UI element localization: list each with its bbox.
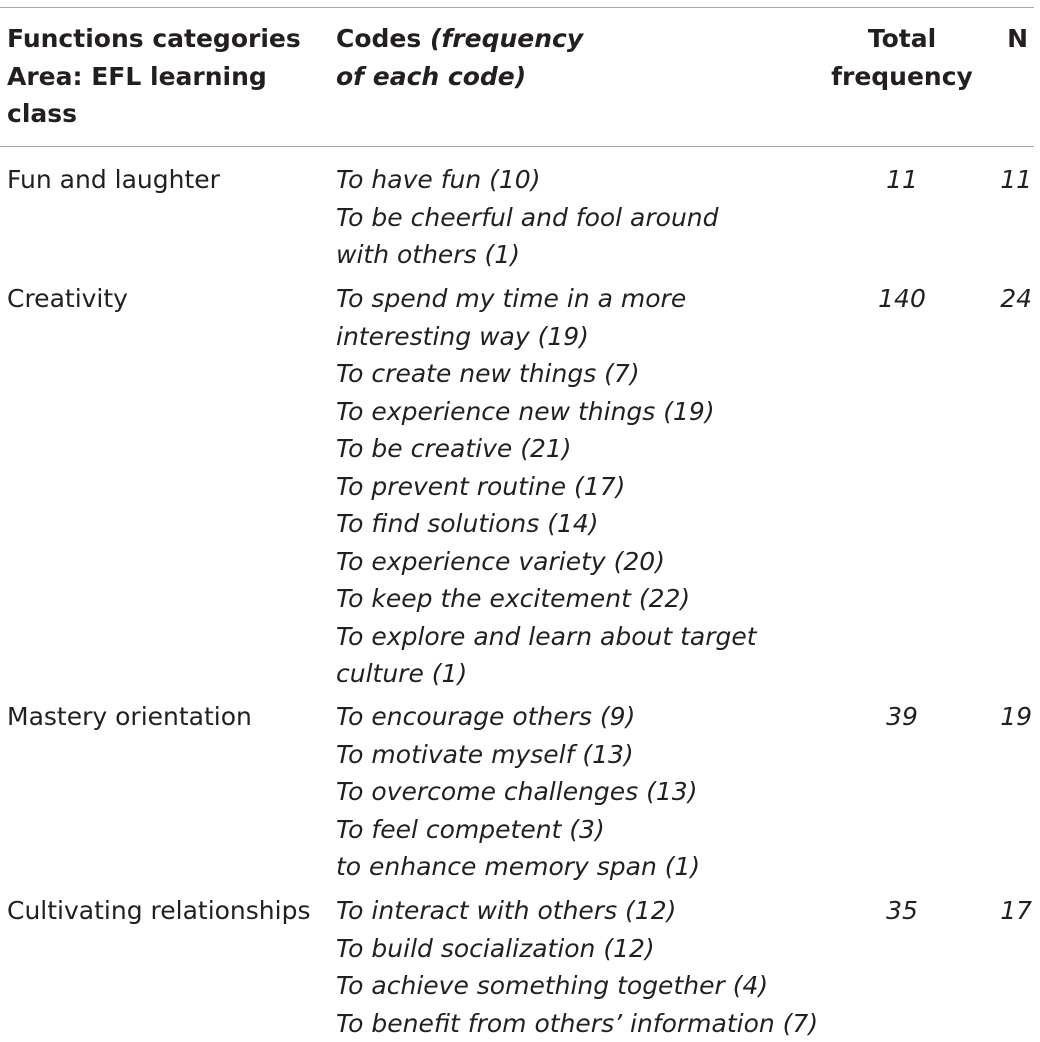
code-item: To benefit from others’ information (7) [336,1005,816,1042]
code-item: To overcome challenges (13) [336,773,816,811]
row-n: 19 [960,698,1032,736]
header-category-line: Functions categories [7,20,327,58]
code-item: To prevent routine (17) [336,468,816,506]
row-n: 17 [960,892,1032,930]
code-item: To be cheerful and fool around [336,199,816,237]
header-codes-line [336,20,656,58]
header-codes-hint: (frequency [430,24,583,53]
header-codes-label: Codes [336,24,421,53]
code-item: to enhance memory span (1) [336,848,816,886]
code-item: To experience new things (19) [336,393,816,431]
code-item: To experience variety (20) [336,543,816,581]
header-total-line: frequency [800,58,1004,96]
code-item: interesting way (19) [336,318,816,356]
header-total-line: Total [800,20,1004,58]
code-item: To encourage others (9) [336,698,816,736]
row-n: 24 [960,280,1032,318]
code-item: To spend my time in a more [336,280,816,318]
functions-table [0,7,1034,147]
code-item: To feel competent (3) [336,811,816,849]
header-category [7,20,327,133]
code-item: culture (1) [336,655,816,693]
code-item: To have fun (10) [336,161,816,199]
row-total: 140 [840,280,964,318]
code-item: To achieve something together (4) [336,967,816,1005]
row-codes [336,698,816,886]
code-item: To find solutions (14) [336,505,816,543]
code-item: To explore and learn about target [336,618,816,656]
code-item: To interact with others (12) [336,892,816,930]
code-item: To motivate myself (13) [336,736,816,774]
header-total [800,20,1004,95]
row-category: Mastery orientation [7,698,332,736]
header-category-line: class [7,95,327,133]
row-category: Fun and laughter [7,161,332,199]
row-n: 11 [960,161,1032,199]
header-codes [336,20,656,95]
row-category: Creativity [7,280,332,318]
table-header [0,8,1034,147]
header-category-line: Area: EFL learning [7,58,327,96]
row-total: 11 [840,161,964,199]
row-codes [336,280,816,693]
code-item: To keep the excitement (22) [336,580,816,618]
code-item: To build socialization (12) [336,930,816,968]
row-category: Cultivating relationships [7,892,332,930]
code-item: with others (1) [336,236,816,274]
row-total: 39 [840,698,964,736]
code-item: To create new things (7) [336,355,816,393]
code-item: To be creative (21) [336,430,816,468]
row-codes [336,161,816,274]
header-n: N [980,20,1028,58]
row-total: 35 [840,892,964,930]
row-codes [336,892,816,1042]
header-codes-hint-line: of each code) [336,58,656,96]
